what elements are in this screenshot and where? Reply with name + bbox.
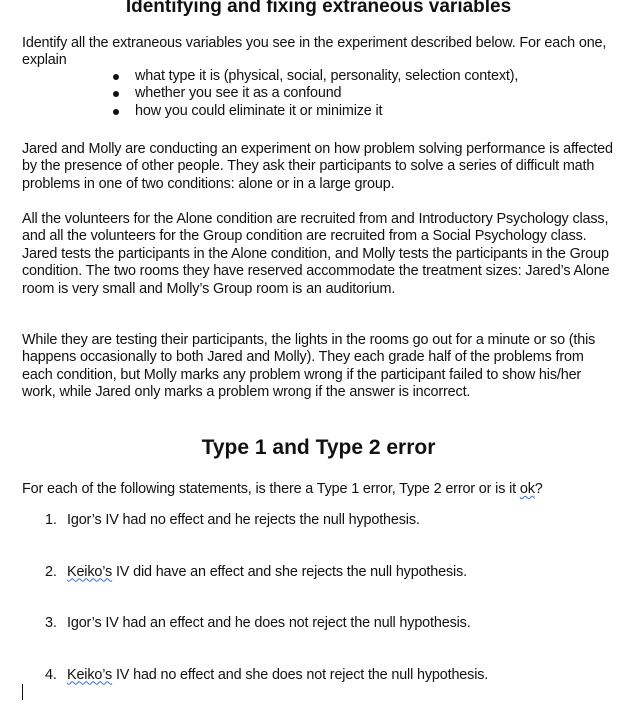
question-item (45, 667, 488, 684)
text-cursor (22, 684, 23, 700)
question-item (45, 564, 488, 581)
question-text: Igor’s IV had an effect and he does not reject the null hypothesis. (67, 615, 471, 632)
bullet-text: what type it is (physical, social, personality, selection context), (135, 68, 519, 84)
bullet-icon (113, 109, 119, 115)
explain-bullet-list (113, 68, 518, 120)
bullet-text: how you could eliminate it or minimize it (135, 102, 383, 119)
question-number: 4. (45, 666, 57, 683)
question-number: 3. (45, 615, 57, 632)
section-title: Type 1 and Type 2 error (201, 436, 436, 459)
bullet-text: whether you see it as a confound (135, 85, 342, 102)
bullet-item (113, 103, 518, 120)
question-name: Keiko’s (67, 666, 113, 683)
question-number: 2. (45, 563, 57, 580)
question-text: Igor’s IV had no effect and he rejects the null hypothesis. (67, 512, 420, 528)
experiment-paragraph-1: Jared and Molly are conducting an experiment on how problem solving performance is affected by the presence of other people. They ask their participants to solve a series of difficult math problems in one of two conditions: alone or in a large group. (22, 141, 613, 192)
question-item (45, 512, 488, 529)
prompt-ok-word: ok (519, 481, 535, 497)
question-number: 1. (45, 512, 57, 528)
bullet-item (113, 68, 518, 85)
question-list (45, 512, 488, 718)
section-prompt (22, 481, 614, 498)
prompt-text: For each of the following statements, is there a Type 1 error, Type 2 error or is it (22, 481, 520, 497)
experiment-paragraph-2: All the volunteers for the Alone condition are recruited from and Introductory Psychology class, and all the volunteers for the Group condition are recruited from a Social Psychology class. Jared tests the participants in the Alone condition, and Molly tests the participants in the Group condition. The two rooms they have reserved accommodate the treatment sizes: Jared’s Alone room is very small and Molly’s Group room is an auditorium. (22, 211, 610, 297)
question-item (45, 615, 488, 632)
bullet-icon (113, 91, 119, 97)
experiment-paragraph-3: While they are testing their participants, the lights in the rooms go out for a minute or so (this happens occasionally to both Jared and Molly). They each grade half of the problems from each condition, but Molly marks any problem wrong if the participant failed to show his/her work, while Jared only marks a problem wrong if the answer is incorrect. (22, 332, 596, 401)
question-name: Keiko’s (67, 563, 113, 580)
document-title: Identifying and fixing extraneous variables (125, 0, 512, 17)
question-text: IV did have an effect and she rejects the null hypothesis. (112, 563, 467, 580)
bullet-icon (113, 74, 119, 80)
question-text: IV had no effect and she does not reject the null hypothesis. (112, 666, 489, 683)
prompt-end: ? (534, 481, 543, 497)
bullet-item (113, 85, 518, 102)
intro-paragraph: Identify all the extraneous variables you see in the experiment described below. For each one, explain (22, 35, 607, 69)
